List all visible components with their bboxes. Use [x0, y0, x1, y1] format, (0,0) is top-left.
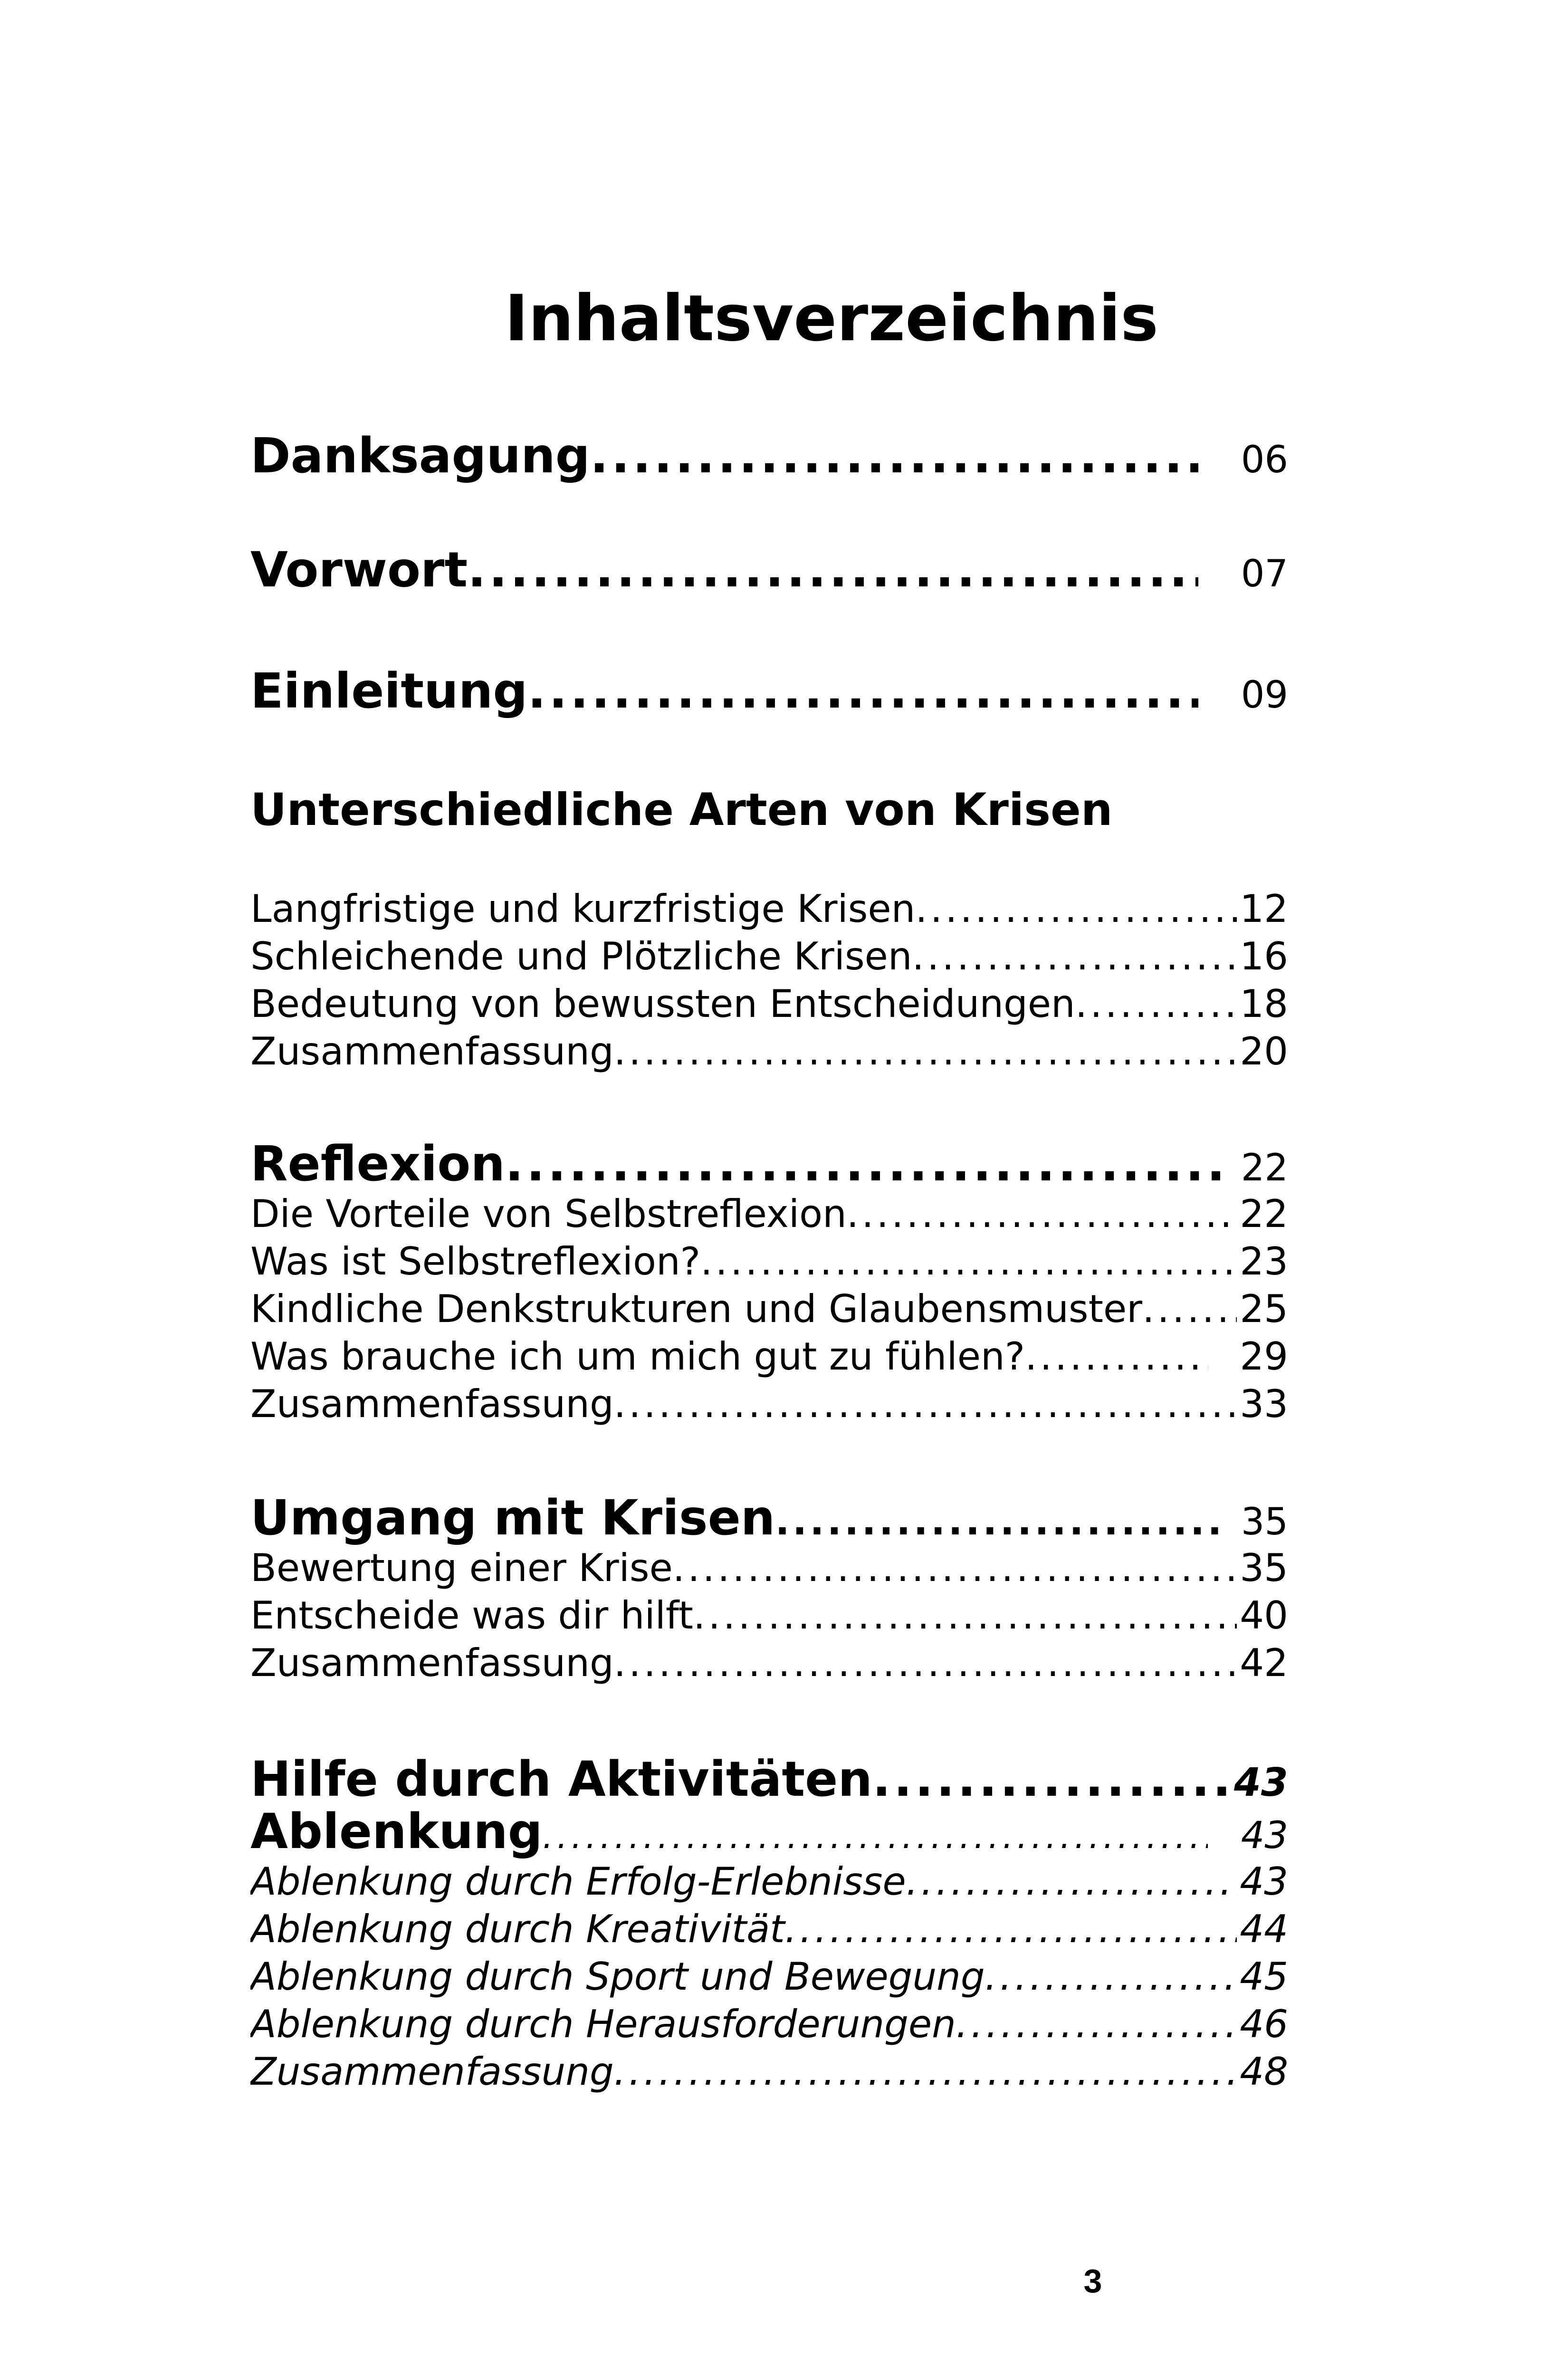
toc-entry-page: 09: [1241, 674, 1288, 717]
toc-entry-page: 35: [1241, 1501, 1288, 1543]
toc-entry-einleitung[interactable]: [250, 661, 1288, 726]
toc-subentry-label: Ablenkung durch Kreativität: [250, 1907, 785, 1951]
dot-leader: [468, 539, 1198, 601]
toc-entry-label: Reflexion: [250, 1136, 505, 1192]
toc-entry-label: Umgang mit Krisen: [250, 1490, 775, 1546]
dot-leader: [956, 2001, 1237, 2048]
toc-subentry[interactable]: [250, 1639, 1288, 1687]
toc-entry-label: Einleitung: [250, 663, 528, 719]
dot-leader: [985, 1953, 1237, 2001]
toc-subentry[interactable]: [250, 1380, 1288, 1428]
toc-subentry[interactable]: [250, 1544, 1288, 1592]
toc-subentry-label: Bedeutung von bewussten Entscheidungen: [250, 982, 1075, 1026]
toc-subentry-page: 46: [1240, 2002, 1288, 2046]
dot-leader: [1025, 1333, 1208, 1380]
dot-leader: [673, 1544, 1237, 1592]
toc-subentry[interactable]: [250, 1858, 1288, 1906]
toc-entry-umgang[interactable]: [250, 1487, 1288, 1553]
toc-subentry-page: 12: [1240, 887, 1288, 931]
dot-leader: [1142, 1285, 1237, 1333]
toc-subentry-page: 40: [1240, 1593, 1288, 1638]
dot-leader: [527, 661, 1198, 722]
toc-subentry-label: Zusammenfassung: [250, 1029, 614, 1073]
toc-subentry-label: Die Vorteile von Selbstreflexion: [250, 1192, 847, 1236]
toc-subentry-page: 25: [1240, 1287, 1288, 1331]
dot-leader: [906, 1858, 1237, 1906]
toc-subentry-page: 29: [1240, 1334, 1288, 1379]
toc-entry-danksagung[interactable]: [250, 425, 1288, 491]
toc-entry-page: 07: [1241, 553, 1288, 595]
toc-subentry-page: 35: [1240, 1546, 1288, 1590]
toc-subentry-page: 43: [1240, 1859, 1288, 1904]
toc-subentry-label: Zusammenfassung: [250, 1382, 614, 1426]
toc-subentry[interactable]: [250, 2048, 1288, 2096]
dot-leader: [614, 1028, 1237, 1075]
toc-subentry-page: 48: [1240, 2050, 1288, 2094]
toc-subentry-label: Was ist Selbstreflexion?: [250, 1239, 701, 1284]
toc-entry-page: 43: [1241, 1814, 1288, 1857]
toc-subentry-page: 23: [1240, 1239, 1288, 1284]
toc-subentry-page: 18: [1240, 982, 1288, 1026]
toc-entry-ablenkung[interactable]: [250, 1801, 1288, 1868]
page-number: 3: [1083, 2262, 1102, 2299]
toc-entry-label: Ablenkung: [250, 1803, 543, 1860]
toc-subentry-label: Langfristige und kurzfristige Krisen: [250, 887, 916, 931]
toc-subentry[interactable]: [250, 1953, 1288, 2001]
toc-subentry-page: 16: [1240, 934, 1288, 978]
toc-subentry-page: 45: [1240, 1954, 1288, 1999]
toc-subentry[interactable]: [250, 885, 1288, 933]
toc-subentry[interactable]: [250, 1190, 1288, 1238]
toc-subentry-label: Zusammenfassung: [250, 2050, 614, 2094]
toc-subentry-label: Ablenkung durch Erfolg-Erlebnisse: [250, 1859, 906, 1904]
toc-subentry[interactable]: [250, 933, 1288, 980]
toc-subentry-label: Schleichende und Plötzliche Krisen: [250, 934, 912, 978]
toc-subentry-page: 33: [1240, 1382, 1288, 1426]
toc-subentry[interactable]: [250, 1592, 1288, 1639]
toc-entry-page: 43: [1233, 1760, 1288, 1805]
toc-subentry-label: Zusammenfassung: [250, 1641, 614, 1685]
page-title: Inhaltsverzeichnis: [505, 281, 1158, 355]
toc-entry-page: 22: [1241, 1147, 1288, 1189]
dot-leader: [785, 1906, 1237, 1953]
dot-leader: [847, 1190, 1237, 1238]
dot-leader: [915, 885, 1237, 933]
toc-subentry[interactable]: [250, 1028, 1288, 1075]
section-heading-krisen-arten: Unterschiedliche Arten von Krisen: [250, 784, 1113, 836]
dot-leader: [912, 933, 1237, 980]
toc-subentry[interactable]: [250, 980, 1288, 1028]
toc-entry-page: 06: [1241, 439, 1288, 481]
toc-subentry-page: 20: [1240, 1029, 1288, 1073]
toc-subentry[interactable]: [250, 1285, 1288, 1333]
toc-subentry-label: Kindliche Denkstrukturen und Glaubensmuster: [250, 1287, 1143, 1331]
dot-leader: [505, 1133, 1227, 1195]
toc-subentry-page: 44: [1240, 1907, 1288, 1951]
toc-entry-label: Vorwort: [250, 542, 468, 598]
toc-subentry[interactable]: [250, 2001, 1288, 2048]
dot-leader: [775, 1491, 1222, 1552]
toc-subentry[interactable]: [250, 1906, 1288, 1953]
toc-subentry[interactable]: [250, 1333, 1288, 1380]
toc-subentry-page: 42: [1240, 1641, 1288, 1685]
toc-subentry-page: 22: [1240, 1192, 1288, 1236]
toc-subentry-label: Ablenkung durch Herausforderungen: [250, 2002, 956, 2046]
toc-entry-label: Danksagung: [250, 428, 590, 484]
toc-subentry-label: Bewertung einer Krise: [250, 1546, 673, 1590]
dot-leader: [693, 1592, 1237, 1639]
toc-subentry-label: Ablenkung durch Sport und Bewegung: [250, 1954, 985, 1999]
dot-leader: [590, 425, 1198, 487]
dot-leader: [614, 1380, 1237, 1428]
toc-entry-reflexion[interactable]: [250, 1133, 1288, 1199]
toc-subentry[interactable]: [250, 1238, 1288, 1285]
toc-entry-label: Hilfe durch Aktivitäten: [250, 1751, 872, 1808]
toc-entry-vorwort[interactable]: [250, 539, 1288, 605]
toc-subentry-label: Was brauche ich um mich gut zu fühlen?: [250, 1334, 1025, 1379]
dot-leader: [1075, 980, 1237, 1028]
toc-subentry-label: Entscheide was dir hilft: [250, 1593, 694, 1638]
dot-leader: [614, 2048, 1237, 2096]
dot-leader: [700, 1238, 1237, 1285]
dot-leader: [614, 1639, 1237, 1687]
